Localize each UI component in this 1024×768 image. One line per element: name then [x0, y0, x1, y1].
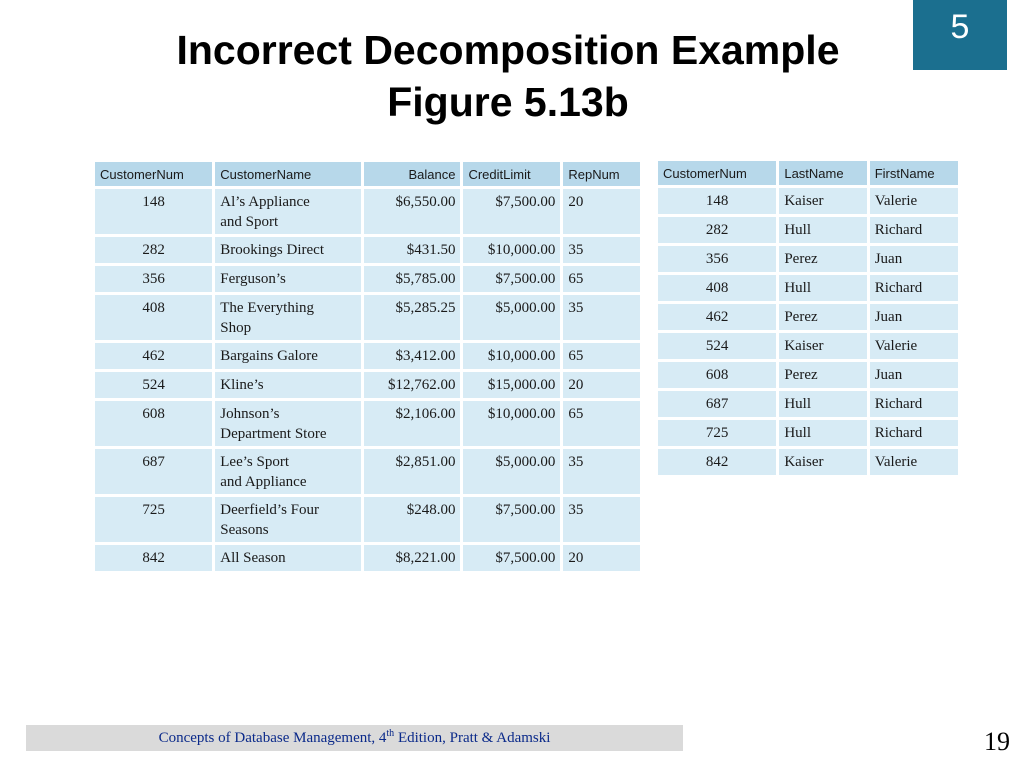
- cell-rep-num: 20: [563, 372, 640, 398]
- cell-rep-num: 35: [563, 295, 640, 340]
- cell-first-name: Valerie: [870, 449, 958, 475]
- customer-table: [92, 159, 643, 574]
- cell-customer-num: 687: [95, 449, 212, 494]
- cell-first-name: Juan: [870, 362, 958, 388]
- cell-balance: $5,285.25: [364, 295, 461, 340]
- table-row: [658, 188, 958, 214]
- cell-credit-limit: $7,500.00: [463, 497, 560, 542]
- cell-balance: $12,762.00: [364, 372, 461, 398]
- cell-customer-name: Bargains Galore: [215, 343, 360, 369]
- cell-rep-num: 65: [563, 343, 640, 369]
- cell-customer-num: 408: [95, 295, 212, 340]
- cell-balance: $248.00: [364, 497, 461, 542]
- table-row: [95, 545, 640, 571]
- title-line-2: Figure 5.13b: [387, 79, 629, 125]
- table-row: [658, 449, 958, 475]
- cell-first-name: Juan: [870, 246, 958, 272]
- cell-rep-num: 35: [563, 237, 640, 263]
- cell-customer-num: 148: [658, 188, 776, 214]
- table-row: [658, 246, 958, 272]
- footer-text: Concepts of Database Management, 4: [158, 729, 387, 746]
- cell-rep-num: 35: [563, 449, 640, 494]
- column-header-customer-num: CustomerNum: [658, 161, 776, 185]
- cell-balance: $6,550.00: [364, 189, 461, 234]
- column-header-balance: Balance: [364, 162, 461, 186]
- table-row: [658, 420, 958, 446]
- table-row: [95, 449, 640, 494]
- cell-credit-limit: $10,000.00: [463, 401, 560, 446]
- cell-customer-name: Brookings Direct: [215, 237, 360, 263]
- table-row: [658, 333, 958, 359]
- cell-customer-num: 524: [95, 372, 212, 398]
- cell-customer-num: 282: [658, 217, 776, 243]
- cell-last-name: Hull: [779, 217, 866, 243]
- cell-balance: $2,851.00: [364, 449, 461, 494]
- cell-balance: $5,785.00: [364, 266, 461, 292]
- cell-first-name: Richard: [870, 275, 958, 301]
- cell-customer-num: 842: [95, 545, 212, 571]
- cell-customer-num: 356: [95, 266, 212, 292]
- column-header-customer-num: CustomerNum: [95, 162, 212, 186]
- cell-customer-num: 148: [95, 189, 212, 234]
- table-row: [95, 189, 640, 234]
- column-header-rep-num: RepNum: [563, 162, 640, 186]
- cell-last-name: Perez: [779, 362, 866, 388]
- cell-first-name: Richard: [870, 420, 958, 446]
- table-row: [95, 237, 640, 263]
- column-header-last-name: LastName: [779, 161, 866, 185]
- chapter-number: 5: [950, 8, 970, 46]
- table-row: [95, 497, 640, 542]
- cell-credit-limit: $10,000.00: [463, 237, 560, 263]
- table-header-row: [658, 161, 958, 185]
- rep-table: [655, 158, 961, 478]
- cell-rep-num: 35: [563, 497, 640, 542]
- cell-first-name: Valerie: [870, 333, 958, 359]
- cell-rep-num: 65: [563, 401, 640, 446]
- cell-customer-name: Lee’s Sport and Appliance: [215, 449, 360, 494]
- cell-last-name: Kaiser: [779, 333, 866, 359]
- cell-last-name: Perez: [779, 246, 866, 272]
- cell-last-name: Perez: [779, 304, 866, 330]
- table-row: [95, 266, 640, 292]
- table-row: [658, 275, 958, 301]
- cell-customer-name: Deerfield’s Four Seasons: [215, 497, 360, 542]
- slide-title: [0, 24, 1016, 128]
- cell-customer-num: 842: [658, 449, 776, 475]
- footer-citation: [158, 727, 551, 747]
- cell-credit-limit: $7,500.00: [463, 266, 560, 292]
- page-number: 19: [984, 727, 1010, 756]
- cell-customer-num: 356: [658, 246, 776, 272]
- cell-customer-num: 462: [658, 304, 776, 330]
- cell-customer-num: 462: [95, 343, 212, 369]
- cell-last-name: Kaiser: [779, 188, 866, 214]
- cell-rep-num: 65: [563, 266, 640, 292]
- cell-rep-num: 20: [563, 189, 640, 234]
- cell-customer-num: 408: [658, 275, 776, 301]
- cell-first-name: Richard: [870, 391, 958, 417]
- cell-customer-name: Johnson’s Department Store: [215, 401, 360, 446]
- cell-credit-limit: $7,500.00: [463, 189, 560, 234]
- cell-balance: $2,106.00: [364, 401, 461, 446]
- cell-customer-num: 524: [658, 333, 776, 359]
- cell-balance: $431.50: [364, 237, 461, 263]
- cell-rep-num: 20: [563, 545, 640, 571]
- cell-credit-limit: $5,000.00: [463, 295, 560, 340]
- cell-customer-name: Al’s Appliance and Sport: [215, 189, 360, 234]
- cell-credit-limit: $5,000.00: [463, 449, 560, 494]
- cell-credit-limit: $10,000.00: [463, 343, 560, 369]
- cell-customer-num: 687: [658, 391, 776, 417]
- table-row: [95, 401, 640, 446]
- table-row: [95, 372, 640, 398]
- cell-customer-num: 608: [658, 362, 776, 388]
- cell-customer-num: 725: [658, 420, 776, 446]
- cell-last-name: Hull: [779, 275, 866, 301]
- table-row: [95, 295, 640, 340]
- cell-first-name: Richard: [870, 217, 958, 243]
- cell-first-name: Juan: [870, 304, 958, 330]
- cell-credit-limit: $15,000.00: [463, 372, 560, 398]
- cell-last-name: Hull: [779, 391, 866, 417]
- cell-customer-name: All Season: [215, 545, 360, 571]
- table-row: [658, 391, 958, 417]
- table-row: [658, 304, 958, 330]
- cell-customer-name: Ferguson’s: [215, 266, 360, 292]
- table-row: [95, 343, 640, 369]
- cell-balance: $8,221.00: [364, 545, 461, 571]
- column-header-credit-limit: CreditLimit: [463, 162, 560, 186]
- cell-last-name: Hull: [779, 420, 866, 446]
- table-row: [658, 362, 958, 388]
- cell-customer-num: 725: [95, 497, 212, 542]
- cell-customer-name: Kline’s: [215, 372, 360, 398]
- cell-credit-limit: $7,500.00: [463, 545, 560, 571]
- footer-bar: [26, 725, 683, 751]
- column-header-customer-name: CustomerName: [215, 162, 360, 186]
- table-row: [658, 217, 958, 243]
- cell-customer-num: 608: [95, 401, 212, 446]
- title-line-1: Incorrect Decomposition Example: [176, 27, 840, 73]
- cell-balance: $3,412.00: [364, 343, 461, 369]
- footer-superscript: th: [386, 727, 395, 739]
- cell-last-name: Kaiser: [779, 449, 866, 475]
- cell-customer-num: 282: [95, 237, 212, 263]
- footer-text-rest: Edition, Pratt & Adamski: [394, 729, 551, 746]
- column-header-first-name: FirstName: [870, 161, 958, 185]
- table-header-row: [95, 162, 640, 186]
- cell-customer-name: The Everything Shop: [215, 295, 360, 340]
- cell-first-name: Valerie: [870, 188, 958, 214]
